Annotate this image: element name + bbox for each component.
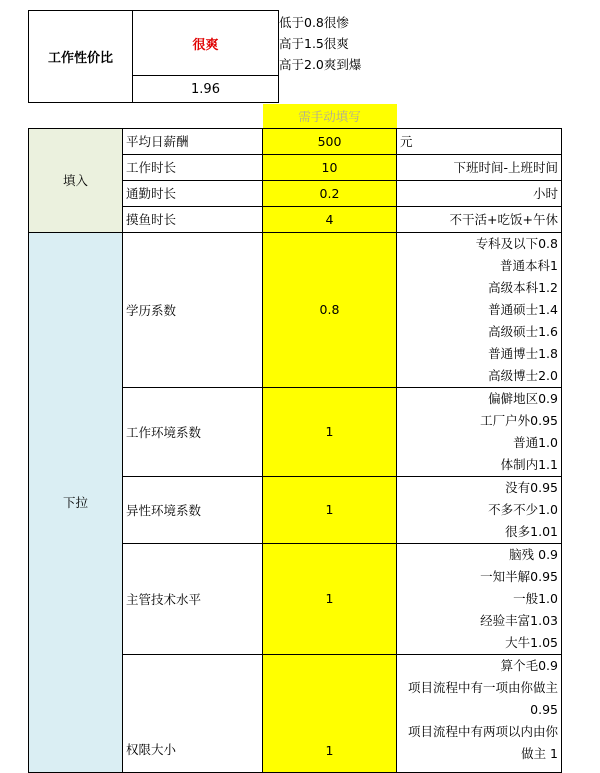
summary-notes bbox=[279, 12, 361, 75]
option-item: 一知半解0.95 bbox=[480, 568, 558, 584]
work-hours-note: 下班时间-上班时间 bbox=[397, 154, 562, 180]
option-item: 高级博士2.0 bbox=[488, 367, 558, 383]
opposite-sex-select[interactable]: 1 bbox=[263, 476, 397, 543]
note-line: 高于1.5很爽 bbox=[279, 36, 349, 51]
boss-label: 主管技术水平 bbox=[123, 543, 263, 654]
summary-verdict[interactable]: 很爽 bbox=[133, 11, 279, 76]
option-item: 专科及以下0.8 bbox=[475, 235, 558, 251]
env-options bbox=[397, 387, 562, 476]
work-hours-input[interactable]: 10 bbox=[263, 154, 397, 180]
boss-options bbox=[397, 543, 562, 654]
opposite-sex-options bbox=[397, 476, 562, 543]
slack-input[interactable]: 4 bbox=[263, 206, 397, 232]
education-options bbox=[397, 232, 562, 387]
salary-unit: 元 bbox=[397, 128, 562, 154]
summary-label: 工作性价比 bbox=[29, 11, 133, 103]
authority-options bbox=[397, 654, 562, 772]
commute-input[interactable]: 0.2 bbox=[263, 180, 397, 206]
input-table bbox=[28, 104, 562, 773]
option-item: 工厂户外0.95 bbox=[480, 412, 558, 428]
option-item: 经验丰富1.03 bbox=[480, 612, 558, 628]
option-item: 没有0.95 bbox=[505, 479, 558, 495]
option-item: 高级硕士1.6 bbox=[488, 323, 558, 339]
option-item: 偏僻地区0.9 bbox=[488, 390, 558, 406]
option-item: 体制内1.1 bbox=[500, 456, 558, 472]
option-item: 很多1.01 bbox=[505, 523, 558, 539]
option-item: 大牛1.05 bbox=[505, 634, 558, 650]
boss-select[interactable]: 1 bbox=[263, 543, 397, 654]
option-item: 普通本科1 bbox=[500, 257, 558, 273]
option-item: 脑残 0.9 bbox=[509, 546, 558, 562]
env-label: 工作环境系数 bbox=[123, 387, 263, 476]
salary-input[interactable]: 500 bbox=[263, 128, 397, 154]
slack-note: 不干活+吃饭+午休 bbox=[397, 206, 562, 232]
opposite-sex-label: 异性环境系数 bbox=[123, 476, 263, 543]
option-item: 普通博士1.8 bbox=[488, 345, 558, 361]
summary-table bbox=[28, 10, 279, 103]
option-item: 普通硕士1.4 bbox=[488, 301, 558, 317]
education-select[interactable]: 0.8 bbox=[263, 232, 397, 387]
education-label: 学历系数 bbox=[123, 232, 263, 387]
commute-label: 通勤时长 bbox=[123, 180, 263, 206]
option-item: 项目流程中有两项以内由你 bbox=[407, 723, 558, 739]
work-hours-label: 工作时长 bbox=[123, 154, 263, 180]
option-item: 0.95 bbox=[530, 701, 558, 717]
option-item: 高级本科1.2 bbox=[488, 279, 558, 295]
group-fill-label: 填入 bbox=[29, 128, 123, 232]
option-item: 项目流程中有一项由你做主 bbox=[407, 679, 558, 695]
commute-note: 小时 bbox=[397, 180, 562, 206]
option-item: 一般1.0 bbox=[513, 590, 558, 606]
slack-label: 摸鱼时长 bbox=[123, 206, 263, 232]
env-select[interactable]: 1 bbox=[263, 387, 397, 476]
option-item: 不多不少1.0 bbox=[488, 501, 558, 517]
authority-label: 权限大小 bbox=[123, 654, 263, 772]
salary-label: 平均日薪酬 bbox=[123, 128, 263, 154]
manual-input-hint: 需手动填写 bbox=[263, 104, 397, 128]
note-line: 低于0.8很惨 bbox=[279, 15, 349, 30]
option-item: 做主 1 bbox=[521, 745, 558, 761]
option-item: 普通1.0 bbox=[513, 434, 558, 450]
option-item: 算个毛0.9 bbox=[500, 657, 558, 673]
summary-score[interactable]: 1.96 bbox=[133, 76, 279, 103]
group-dropdown-label: 下拉 bbox=[29, 232, 123, 772]
note-line: 高于2.0爽到爆 bbox=[279, 57, 362, 72]
authority-select[interactable]: 1 bbox=[263, 654, 397, 772]
